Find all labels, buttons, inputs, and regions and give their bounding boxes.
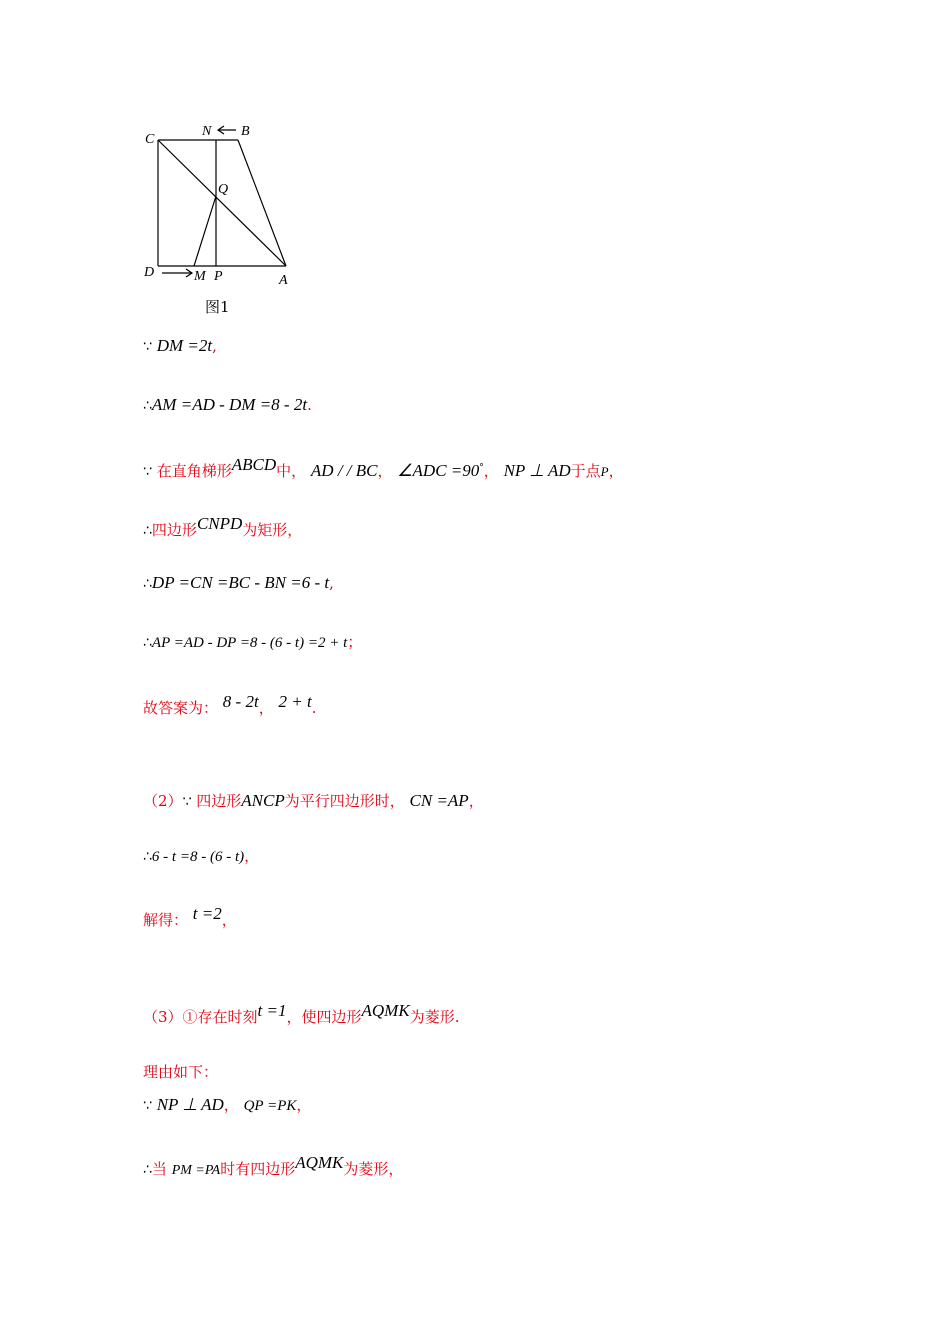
line-6: ∴AP =AD - DP =8 - (6 - t) =2 + t； bbox=[143, 633, 363, 651]
label-a: A bbox=[279, 273, 288, 288]
line-11: （3）①存在时刻t =1，使四边形AQMK为菱形. bbox=[143, 1001, 460, 1026]
label-q: Q bbox=[218, 182, 229, 197]
line-2: ∴AM =AD - DM =8 - 2t. bbox=[143, 395, 312, 414]
line-13: ∵ NP ⊥ AD， QP =PK， bbox=[143, 1095, 312, 1114]
side-ba bbox=[238, 140, 286, 266]
line-9: ∴6 - t =8 - (6 - t)， bbox=[143, 847, 260, 865]
label-n: N bbox=[202, 124, 212, 139]
segment-qm bbox=[194, 196, 216, 266]
label-c: C bbox=[145, 132, 155, 147]
line-5: ∴DP =CN =BC - BN =6 - t, bbox=[143, 573, 334, 592]
line-14: ∴当 PM =PA时有四边形AQMK为菱形， bbox=[143, 1153, 404, 1178]
label-d: D bbox=[144, 265, 155, 280]
line-8: （2）∵ 四边形ANCP为平行四边形时， CN =AP， bbox=[143, 791, 484, 810]
diagonal-ca bbox=[158, 140, 286, 266]
line-7: 故答案为： 8 - 2t， 2 + t. bbox=[143, 692, 317, 717]
line-1: ∵ DM =2t, bbox=[143, 336, 217, 355]
geometry-figure bbox=[138, 118, 298, 318]
label-p: P bbox=[214, 269, 223, 284]
figure-caption: 图1 bbox=[205, 298, 230, 316]
label-m: M bbox=[194, 269, 206, 284]
line-3: ∵ 在直角梯形ABCD中， AD / / BC， ∠ADC =90°， NP ⊥ AD于点P， bbox=[143, 455, 624, 480]
line-10: 解得： t =2， bbox=[143, 904, 237, 929]
line-4: ∴四边形CNPD为矩形， bbox=[143, 514, 303, 539]
line-12: 理由如下： bbox=[143, 1063, 219, 1081]
trapezoid-diagram bbox=[138, 118, 298, 293]
label-b: B bbox=[241, 124, 250, 139]
